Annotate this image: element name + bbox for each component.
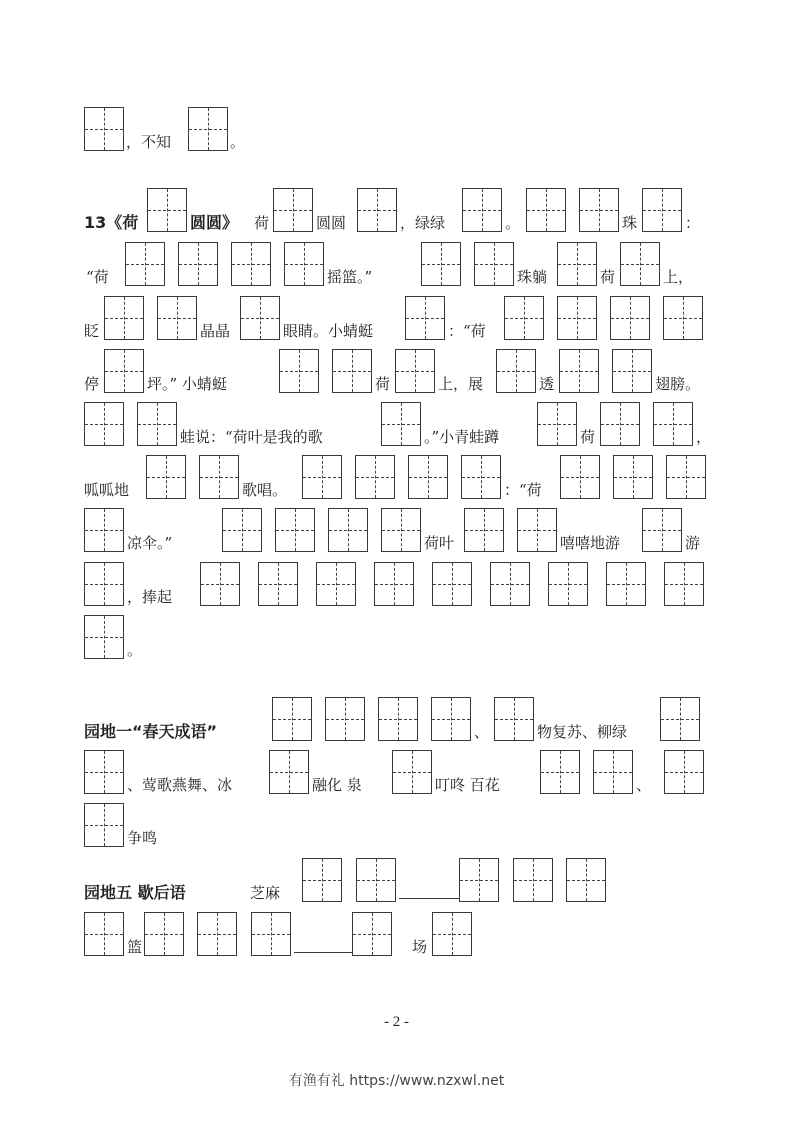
tianzige-writing-box[interactable] xyxy=(461,455,501,499)
tianzige-writing-box[interactable] xyxy=(432,562,472,606)
tianzige-writing-box[interactable] xyxy=(560,455,600,499)
tianzige-writing-box[interactable] xyxy=(328,508,368,552)
tianzige-writing-box[interactable] xyxy=(146,455,186,499)
tianzige-writing-box[interactable] xyxy=(284,242,324,286)
worksheet-text: 荷 xyxy=(254,214,270,232)
worksheet-text: 芝麻 xyxy=(250,884,281,902)
tianzige-writing-box[interactable] xyxy=(355,455,395,499)
worksheet-line xyxy=(0,188,793,248)
tianzige-writing-box[interactable] xyxy=(137,402,177,446)
worksheet-text: 。 xyxy=(230,133,246,151)
worksheet-text: 、莺歌燕舞、冰 xyxy=(127,776,233,794)
worksheet-line xyxy=(0,455,793,515)
tianzige-writing-box[interactable] xyxy=(464,508,504,552)
tianzige-writing-box[interactable] xyxy=(540,750,580,794)
tianzige-writing-box[interactable] xyxy=(275,508,315,552)
tianzige-writing-box[interactable] xyxy=(84,402,124,446)
tianzige-writing-box[interactable] xyxy=(559,349,599,393)
tianzige-writing-box[interactable] xyxy=(125,242,165,286)
tianzige-writing-box[interactable] xyxy=(496,349,536,393)
tianzige-writing-box[interactable] xyxy=(494,697,534,741)
section-heading: 园地一“春天成语” xyxy=(84,722,218,741)
tianzige-writing-box[interactable] xyxy=(432,912,472,956)
tianzige-writing-box[interactable] xyxy=(537,402,577,446)
tianzige-writing-box[interactable] xyxy=(316,562,356,606)
worksheet-text: ： xyxy=(685,214,701,232)
tianzige-writing-box[interactable] xyxy=(613,455,653,499)
worksheet-text: 篮 xyxy=(127,938,143,956)
worksheet-text: 上， xyxy=(663,268,694,286)
worksheet-text: 。”小青蛙蹲 xyxy=(424,428,500,446)
tianzige-writing-box[interactable] xyxy=(352,912,392,956)
tianzige-writing-box[interactable] xyxy=(474,242,514,286)
tianzige-writing-box[interactable] xyxy=(459,858,499,902)
worksheet-text: ：“荷 xyxy=(448,322,486,340)
worksheet-text: 融化 泉 xyxy=(312,776,362,794)
tianzige-writing-box[interactable] xyxy=(374,562,414,606)
tianzige-writing-box[interactable] xyxy=(272,697,312,741)
worksheet-text: 嘻嘻地游 xyxy=(560,534,621,552)
tianzige-writing-box[interactable] xyxy=(240,296,280,340)
worksheet-text: 呱呱地 xyxy=(84,481,130,499)
worksheet-text: ，绿绿 xyxy=(400,214,446,232)
page-number: - 2 - xyxy=(384,1014,409,1030)
worksheet-text: 珠躺 xyxy=(517,268,548,286)
worksheet-text: 摇篮。” xyxy=(327,268,373,286)
worksheet-line xyxy=(0,803,793,863)
tianzige-writing-box[interactable] xyxy=(84,107,124,151)
tianzige-writing-box[interactable] xyxy=(666,455,706,499)
section-heading: 园地五 歇后语 xyxy=(84,883,186,902)
worksheet-text: 荷叶 xyxy=(424,534,455,552)
tianzige-writing-box[interactable] xyxy=(325,697,365,741)
tianzige-writing-box[interactable] xyxy=(462,188,502,232)
tianzige-writing-box[interactable] xyxy=(144,912,184,956)
tianzige-writing-box[interactable] xyxy=(579,188,619,232)
worksheet-text: 。 xyxy=(127,641,143,659)
tianzige-writing-box[interactable] xyxy=(147,188,187,232)
tianzige-writing-box[interactable] xyxy=(513,858,553,902)
worksheet-text: 蛙说：“荷叶是我的歌 xyxy=(180,428,323,446)
tianzige-writing-box[interactable] xyxy=(620,242,660,286)
connector-line xyxy=(399,898,459,899)
tianzige-writing-box[interactable] xyxy=(178,242,218,286)
worksheet-text: 争鸣 xyxy=(127,829,158,847)
worksheet-text: 眨 xyxy=(84,322,100,340)
worksheet-text: 歌唱。 xyxy=(242,481,288,499)
tianzige-writing-box[interactable] xyxy=(356,858,396,902)
worksheet-line xyxy=(0,107,793,167)
tianzige-writing-box[interactable] xyxy=(490,562,530,606)
tianzige-writing-box[interactable] xyxy=(84,803,124,847)
tianzige-writing-box[interactable] xyxy=(548,562,588,606)
worksheet-line xyxy=(0,349,793,409)
tianzige-writing-box[interactable] xyxy=(642,508,682,552)
worksheet-line xyxy=(0,858,793,918)
worksheet-text: 叮咚 百花 xyxy=(435,776,500,794)
tianzige-writing-box[interactable] xyxy=(273,188,313,232)
worksheet-text: 游 xyxy=(685,534,701,552)
site-watermark: 有渔有礼 https://www.nzxwl.net xyxy=(288,1073,505,1089)
tianzige-writing-box[interactable] xyxy=(269,750,309,794)
section-heading: 圆圆》 xyxy=(190,213,239,232)
tianzige-writing-box[interactable] xyxy=(504,296,544,340)
tianzige-writing-box[interactable] xyxy=(653,402,693,446)
tianzige-writing-box[interactable] xyxy=(84,750,124,794)
tianzige-writing-box[interactable] xyxy=(302,455,342,499)
worksheet-line xyxy=(0,402,793,462)
worksheet-line xyxy=(0,912,793,972)
tianzige-writing-box[interactable] xyxy=(188,107,228,151)
tianzige-writing-box[interactable] xyxy=(279,349,319,393)
worksheet-text: 、 xyxy=(474,723,490,741)
tianzige-writing-box[interactable] xyxy=(606,562,646,606)
tianzige-writing-box[interactable] xyxy=(157,296,197,340)
tianzige-writing-box[interactable] xyxy=(431,697,471,741)
tianzige-writing-box[interactable] xyxy=(302,858,342,902)
tianzige-writing-box[interactable] xyxy=(222,508,262,552)
worksheet-line xyxy=(0,697,793,757)
worksheet-text: 透 xyxy=(539,375,555,393)
tianzige-writing-box[interactable] xyxy=(378,697,418,741)
worksheet-text: 珠 xyxy=(622,214,638,232)
tianzige-writing-box[interactable] xyxy=(593,750,633,794)
tianzige-writing-box[interactable] xyxy=(421,242,461,286)
tianzige-writing-box[interactable] xyxy=(610,296,650,340)
tianzige-writing-box[interactable] xyxy=(104,296,144,340)
worksheet-line xyxy=(0,242,793,302)
tianzige-writing-box[interactable] xyxy=(84,508,124,552)
tianzige-writing-box[interactable] xyxy=(664,562,704,606)
connector-line xyxy=(294,952,352,953)
tianzige-writing-box[interactable] xyxy=(332,349,372,393)
worksheet-text: 物复苏、柳绿 xyxy=(537,723,628,741)
worksheet-text: 上，展 xyxy=(438,375,484,393)
worksheet-line xyxy=(0,508,793,568)
tianzige-writing-box[interactable] xyxy=(663,296,703,340)
worksheet-text: ， xyxy=(696,428,712,446)
tianzige-writing-box[interactable] xyxy=(557,296,597,340)
tianzige-writing-box[interactable] xyxy=(84,615,124,659)
worksheet-text: 停 xyxy=(84,375,100,393)
worksheet-text: ，捧起 xyxy=(127,588,173,606)
tianzige-writing-box[interactable] xyxy=(664,750,704,794)
tianzige-writing-box[interactable] xyxy=(104,349,144,393)
tianzige-writing-box[interactable] xyxy=(84,562,124,606)
worksheet-text: 眼睛。小蜻蜓 xyxy=(283,322,374,340)
tianzige-writing-box[interactable] xyxy=(395,349,435,393)
tianzige-writing-box[interactable] xyxy=(231,242,271,286)
tianzige-writing-box[interactable] xyxy=(84,912,124,956)
tianzige-writing-box[interactable] xyxy=(200,562,240,606)
worksheet-text: 荷 xyxy=(375,375,391,393)
worksheet-text: “荷 xyxy=(86,268,109,286)
tianzige-writing-box[interactable] xyxy=(526,188,566,232)
tianzige-writing-box[interactable] xyxy=(199,455,239,499)
tianzige-writing-box[interactable] xyxy=(251,912,291,956)
tianzige-writing-box[interactable] xyxy=(381,508,421,552)
tianzige-writing-box[interactable] xyxy=(600,402,640,446)
tianzige-writing-box[interactable] xyxy=(557,242,597,286)
worksheet-text: ，不知 xyxy=(126,133,172,151)
worksheet-text: 翅膀。 xyxy=(655,375,701,393)
tianzige-writing-box[interactable] xyxy=(381,402,421,446)
worksheet-text: 场 xyxy=(412,938,428,956)
worksheet-text: 荷 xyxy=(600,268,616,286)
worksheet-text: 凉伞。” xyxy=(127,534,173,552)
tianzige-writing-box[interactable] xyxy=(642,188,682,232)
tianzige-writing-box[interactable] xyxy=(566,858,606,902)
worksheet-line xyxy=(0,750,793,810)
worksheet-text: 、 xyxy=(636,776,652,794)
worksheet-line xyxy=(0,562,793,622)
tianzige-writing-box[interactable] xyxy=(258,562,298,606)
worksheet-text: 圆圆 xyxy=(316,214,347,232)
worksheet-text: ：“荷 xyxy=(504,481,542,499)
worksheet-line xyxy=(0,296,793,356)
worksheet-text: 。 xyxy=(505,214,521,232)
worksheet-line xyxy=(0,615,793,675)
worksheet-text: 坪。” 小蜻蜓 xyxy=(147,375,227,393)
section-heading: 13《荷 xyxy=(84,213,139,232)
tianzige-writing-box[interactable] xyxy=(408,455,448,499)
tianzige-writing-box[interactable] xyxy=(197,912,237,956)
tianzige-writing-box[interactable] xyxy=(357,188,397,232)
tianzige-writing-box[interactable] xyxy=(612,349,652,393)
tianzige-writing-box[interactable] xyxy=(405,296,445,340)
tianzige-writing-box[interactable] xyxy=(517,508,557,552)
tianzige-writing-box[interactable] xyxy=(660,697,700,741)
worksheet-text: 荷 xyxy=(580,428,596,446)
tianzige-writing-box[interactable] xyxy=(392,750,432,794)
worksheet-text: 晶晶 xyxy=(200,322,231,340)
